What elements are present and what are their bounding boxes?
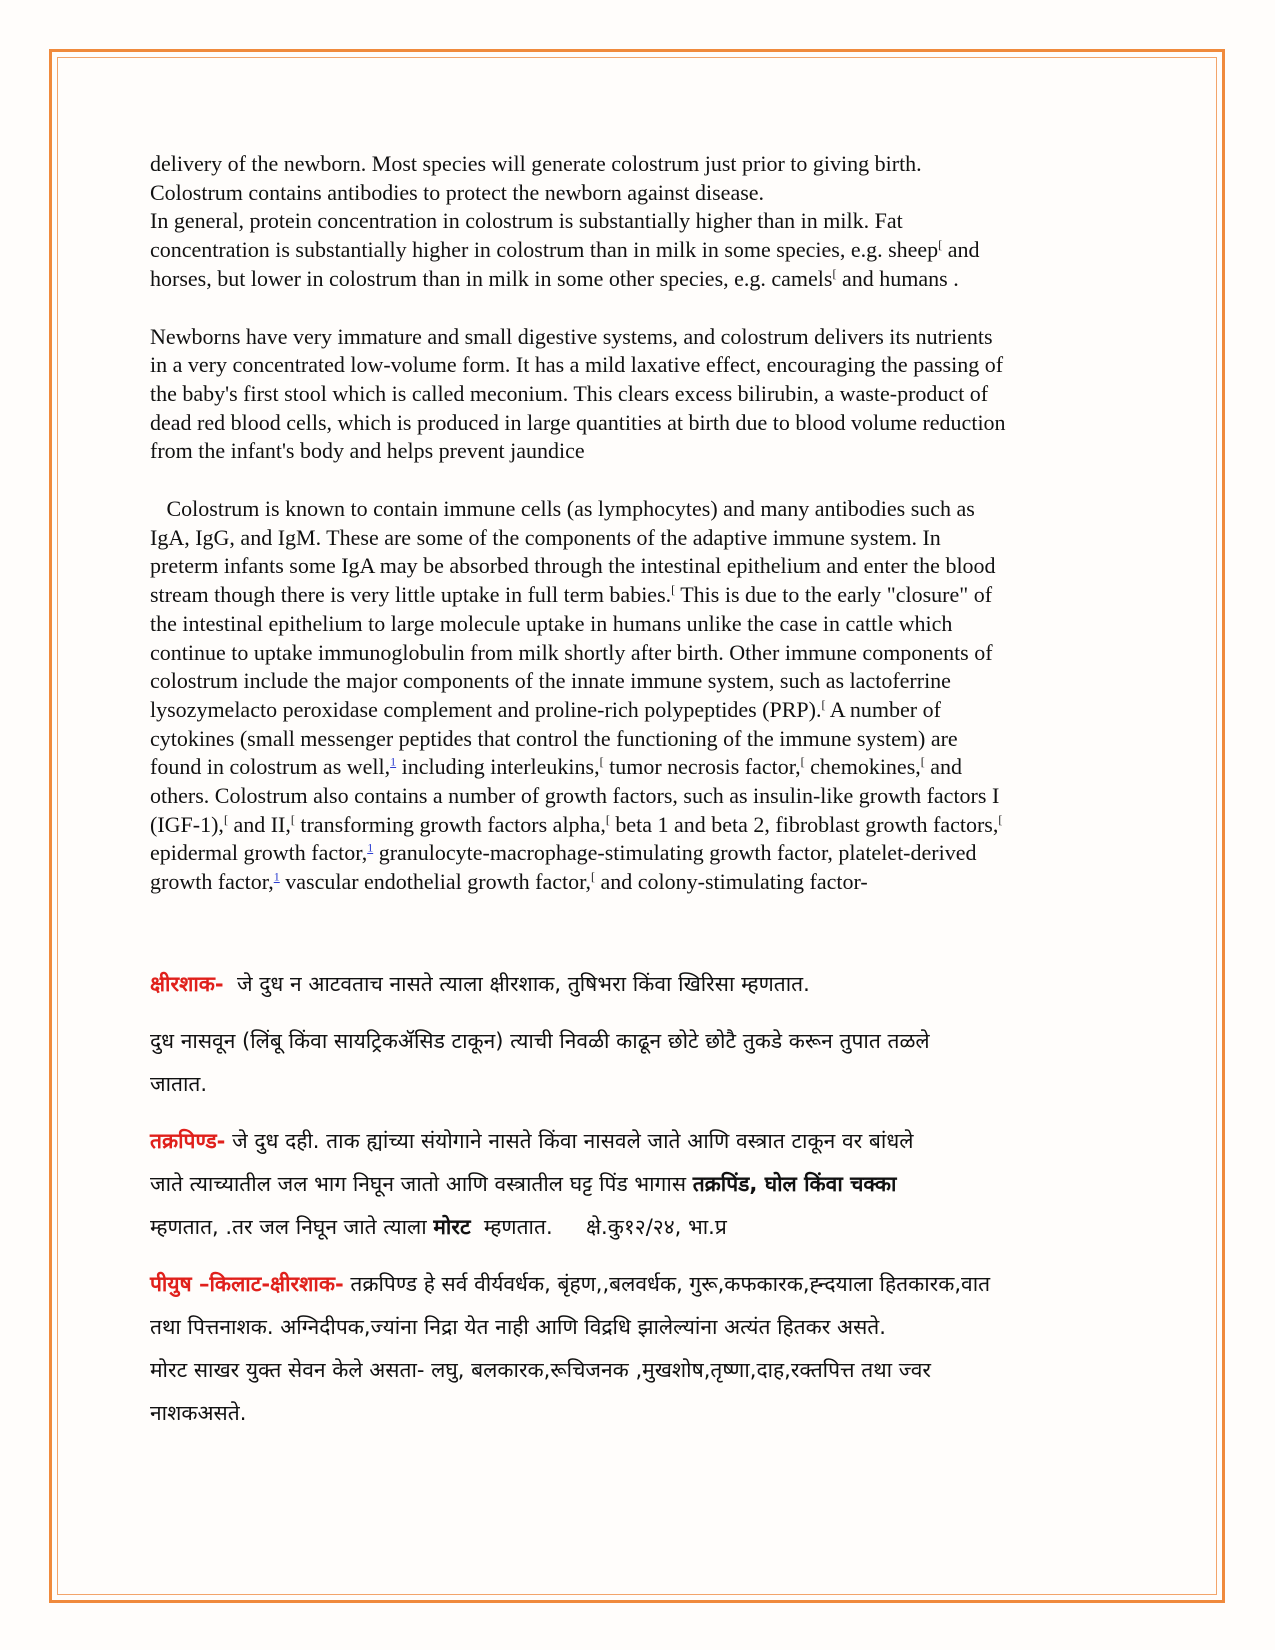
text-span: concentration is substantially higher in colostrum than in milk in some species, e.g. sheep	[150, 237, 939, 263]
piyush-paragraph	[150, 1263, 1130, 1306]
text-line	[150, 868, 1130, 897]
text-span: lysozymelacto peroxidase complement and proline-rich polypeptides (PRP).	[150, 696, 822, 722]
text-span: and	[947, 237, 980, 263]
reference-mark[interactable]: [	[920, 755, 925, 770]
text-span: and	[924, 754, 963, 780]
text-line	[150, 753, 1130, 782]
reference-mark[interactable]: [	[290, 812, 295, 827]
reference-link[interactable]: 1	[390, 755, 397, 770]
english-section	[150, 150, 1130, 897]
text-span: tumor necrosis factor,	[603, 754, 801, 780]
text-line: in a very concentrated low-volume form. It has a mild laxative effect, encouraging the passing of	[150, 352, 1004, 378]
reference-mark[interactable]: [	[998, 812, 1003, 827]
text-line	[150, 839, 1130, 868]
kshirashak-paragraph	[150, 963, 1130, 1006]
reference-mark[interactable]: [	[599, 755, 604, 770]
text-line: colostrum include the major components of the innate immune system, such as lactoferrine	[150, 668, 951, 694]
marathi-section	[150, 963, 1130, 1435]
text-line: मोरट साखर युक्त सेवन केले असता- लघु, बलकारक,रूचिजनक ,मुखशोष,तृष्णा,दाह,रक्तपित्त तथा ज्वर	[150, 1357, 932, 1382]
text-line: delivery of the newborn. Most species will generate colostrum just prior to giving birth.	[150, 151, 922, 176]
text-line: from the infant's body and helps prevent jaundice	[150, 438, 585, 464]
text-span: (IGF-1),	[150, 811, 224, 837]
reference-mark[interactable]: [	[671, 582, 676, 597]
bold-term: मोरट	[433, 1214, 471, 1239]
text-span: chemokines,	[804, 754, 921, 780]
text-line: continue to uptake immunoglobulin from milk shortly after birth. Other immune components of	[150, 639, 993, 665]
text-span: vascular endothelial growth factor,	[279, 869, 592, 895]
text-line	[150, 811, 1130, 840]
text-span: found in colostrum as well,	[150, 754, 391, 780]
text-line	[150, 1163, 1130, 1206]
text-line: cytokines (small messenger peptides that control the functioning of the immune system) are	[150, 725, 958, 751]
takrapind-paragraph	[150, 1120, 1130, 1163]
text-span: beta 1 and beta 2, fibroblast growth factors,	[609, 811, 999, 837]
text-span: A number of	[825, 696, 941, 722]
term-heading: क्षीरशाक-	[150, 971, 224, 996]
text-line: the baby's first stool which is called meconium. This clears excess bilirubin, a waste-product of	[150, 380, 989, 406]
text-line: Colostrum contains antibodies to protect the newborn against disease.	[150, 179, 765, 205]
reference-mark[interactable]: [	[832, 266, 837, 281]
text-span: including interleukins,	[396, 754, 600, 780]
text-span: and colony-stimulating factor-	[595, 869, 868, 895]
text-line	[150, 1206, 1130, 1249]
text-span: growth factor,	[150, 869, 274, 895]
reference-mark[interactable]: [	[800, 755, 805, 770]
text-span: granulocyte-macrophage-stimulating growth factor, platelet-derived	[373, 840, 977, 866]
text-span: and II,	[227, 811, 291, 837]
text-line	[150, 696, 1130, 725]
text-line: others. Colostrum also contains a number of growth factors, such as insulin-like growth factors I	[150, 783, 1000, 809]
text-line: In general, protein concentration in colostrum is substantially higher than in milk. Fat	[150, 208, 903, 234]
text-line	[150, 581, 1130, 610]
text-span: तक्रपिण्ड हे सर्व वीर्यवर्धक, बृंहण,,बलवर्धक, गुरू,कफकारक,ह्न्दयाला हितकारक,वात	[343, 1271, 991, 1296]
text-line: preterm infants some IgA may be absorbed through the intestinal epithelium and enter the blood	[150, 553, 996, 579]
term-heading: तक्रपिण्ड-	[150, 1128, 226, 1153]
text-line	[150, 265, 1130, 294]
text-span: stream though there is very little uptake in full term babies.	[150, 582, 672, 608]
text-line: dead red blood cells, which is produced in large quantities at birth due to blood volume reduction	[150, 409, 1006, 435]
text-span: horses, but lower in colostrum than in milk in some other species, e.g. camels	[150, 265, 833, 291]
text-line: the intestinal epithelium to large molecule uptake in humans unlike the case in cattle which	[150, 610, 953, 636]
reference-mark[interactable]: [	[223, 812, 228, 827]
text-span: जाते त्याच्यातील जल भाग निघून जातो आणि वस्त्रातील घट्ट पिंड भागास	[150, 1171, 693, 1196]
reference-link[interactable]: 1	[273, 869, 280, 884]
text-span: जे दुध दही. ताक ह्यांच्या संयोगाने नासते किंवा नासवले जाते आणि वस्त्रात टाकून वर बांधले	[225, 1128, 914, 1153]
text-span: म्हणतात. क्षे.कु१२/२४, भा.प्र	[470, 1214, 727, 1239]
text-line: जातात.	[150, 1071, 208, 1096]
reference-mark[interactable]: [	[938, 237, 943, 252]
text-line: दुध नासवून (लिंबू किंवा सायट्रिकॲसिड टाकून) त्याची निवळी काढून छोटे छोटै तुकडे करून तुपात तळले	[150, 1028, 930, 1053]
reference-mark[interactable]: [	[591, 869, 596, 884]
bold-term: तक्रपिंड, घोल किंवा चक्का	[692, 1171, 897, 1196]
reference-mark[interactable]: [	[821, 697, 826, 712]
text-span: जे दुध न आटवताच नासते त्याला क्षीरशाक, तुषिभरा किंवा खिरिसा म्हणतात.	[223, 971, 810, 996]
term-heading: पीयुष –किलाट-क्षीरशाक-	[150, 1271, 344, 1296]
text-span: and humans .	[841, 265, 959, 291]
text-line: Newborns have very immature and small digestive systems, and colostrum delivers its nutrients	[150, 323, 993, 349]
text-line: तथा पित्तनाशक. अग्निदीपक,ज्यांना निद्रा येत नाही आणि विद्रधि झालेल्यांना अत्यंत हितकर असते.	[150, 1314, 886, 1339]
text-span: This is due to the early "closure" of	[675, 582, 993, 608]
document-body	[150, 150, 1130, 1435]
text-span: epidermal growth factor,	[150, 840, 368, 866]
reference-link[interactable]: 1	[367, 841, 374, 856]
text-line: नाशकअसते.	[150, 1400, 247, 1425]
text-span: transforming growth factors alpha,	[294, 811, 606, 837]
text-span: म्हणतात, .तर जल निघून जाते त्याला	[150, 1214, 434, 1239]
text-line	[150, 236, 1130, 265]
text-line: IgA, IgG, and IgM. These are some of the components of the adaptive immune system. In	[150, 524, 941, 550]
text-line: Colostrum is known to contain immune cells (as lymphocytes) and many antibodies such as	[150, 496, 975, 522]
reference-mark[interactable]: [	[605, 812, 610, 827]
